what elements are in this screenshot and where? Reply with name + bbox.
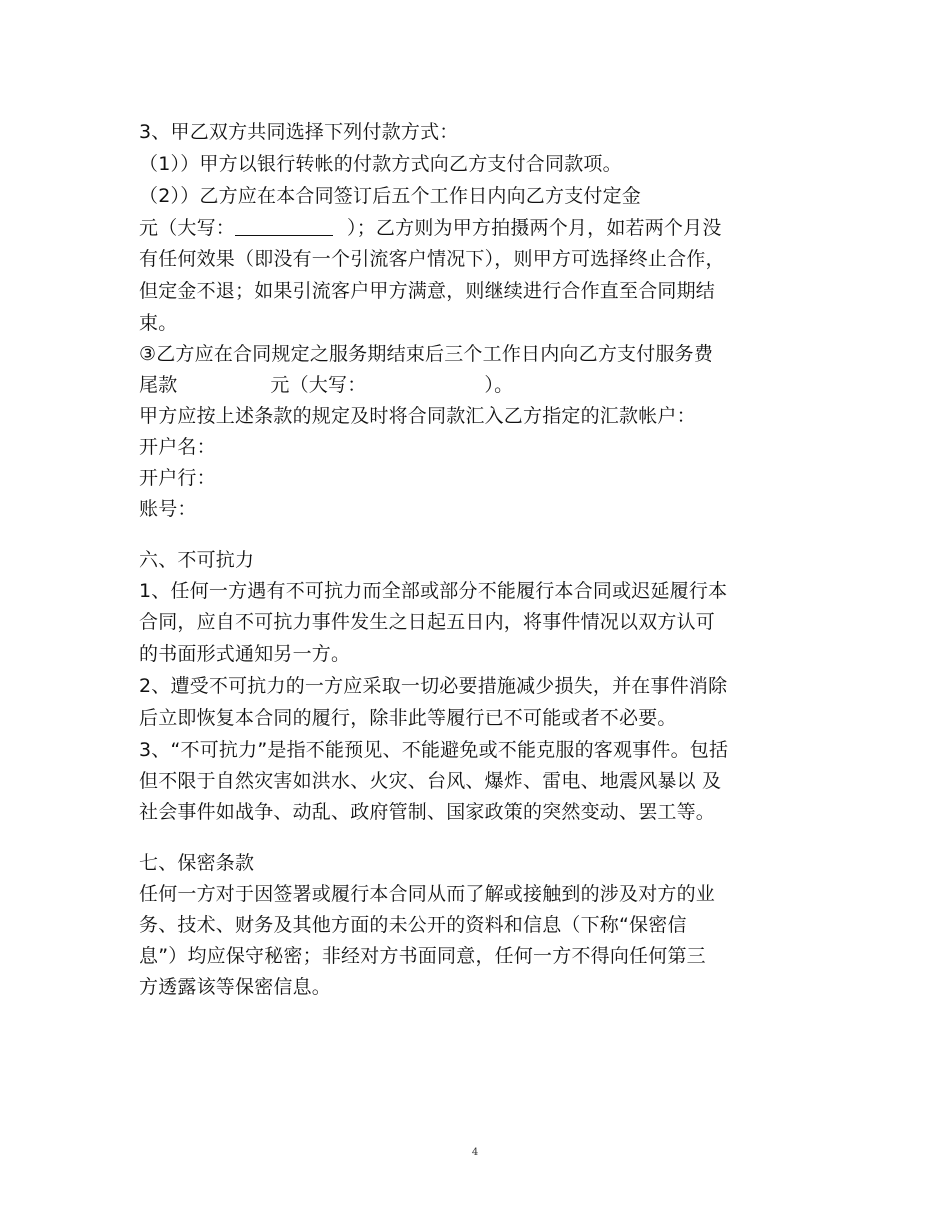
- force-majeure-p3-line-3: 社会事件如战争、动乱、政府管制、国家政策的突然变动、罢工等。: [139, 801, 716, 823]
- payment-item-2-line-3: 有任何效果（即没有一个引流客户情况下），则甲方可选择终止合作，: [139, 248, 725, 270]
- force-majeure-p3-line-2: 但不限于自然灾害如洪水、火灾、台风、爆炸、雷电、地震风暴以 及: [139, 770, 722, 792]
- force-majeure-p1-line-3: 的书面形式通知另一方。: [139, 643, 351, 665]
- payment-item-3-line-2: [139, 373, 513, 397]
- confidentiality-p1-line-2: 务、技术、财务及其他方面的未公开的资料和信息（下称“保密信: [139, 914, 687, 936]
- payment-item-2-line-1: （2））乙方应在本合同签订后五个工作日内向乙方支付定金: [139, 185, 641, 207]
- confidentiality-p1-line-1: 任何一方对于因签署或履行本合同从而了解或接触到的涉及对方的业: [139, 883, 716, 905]
- confidentiality-heading: 七、保密条款: [139, 852, 255, 874]
- account-number-label: 账号：: [139, 498, 197, 520]
- deposit-amount-label: 元（大写：: [139, 217, 236, 239]
- account-bank-label: 开户行：: [139, 467, 216, 489]
- force-majeure-heading: 六、不可抗力: [139, 549, 255, 571]
- payment-item-1: （1））甲方以银行转帐的付款方式向乙方支付合同款项。: [139, 153, 622, 175]
- final-payment-written-label: 元（大写：: [270, 374, 367, 396]
- force-majeure-p2-line-2: 后立即恢复本合同的履行，除非此等履行已不可能或者不必要。: [139, 707, 677, 729]
- force-majeure-p1-line-1: 1、任何一方遇有不可抗力而全部或部分不能履行本合同或迟延履行本: [139, 580, 728, 602]
- confidentiality-p1-line-4: 方透露该等保密信息。: [139, 976, 332, 998]
- confidentiality-p1-line-3: 息”）均应保守秘密；非经对方书面同意，任何一方不得向任何第三: [139, 945, 706, 967]
- deposit-written-amount-blank: [235, 217, 333, 236]
- payment-item-2-line-4: 但定金不退；如果引流客户甲方满意，则继续进行合作直至合同期结: [139, 280, 716, 302]
- force-majeure-p1-line-2: 合同，应自不可抗力事件发生之日起五日内，将事件情况以双方认可: [139, 611, 716, 633]
- account-name-label: 开户名：: [139, 436, 216, 458]
- payment-heading: 3、甲乙双方共同选择下列付款方式：: [139, 121, 459, 143]
- force-majeure-p3-line-1: 3、“不可抗力”是指不能预见、不能避免或不能克服的客观事件。包括: [139, 739, 729, 761]
- payment-item-2-line-2: [139, 216, 722, 240]
- deposit-terms-text: ）；乙方则为甲方拍摄两个月，如若两个月没: [347, 217, 722, 239]
- payment-item-3-line-1: ③乙方应在合同规定之服务期结束后三个工作日内向乙方支付服务费: [139, 343, 714, 365]
- page-number: 4: [471, 1147, 479, 1158]
- force-majeure-p2-line-1: 2、遭受不可抗力的一方应采取一切必要措施减少损失，并在事件消除: [139, 675, 728, 697]
- final-payment-label: 尾款: [139, 374, 178, 396]
- final-payment-close: ）。: [484, 374, 514, 396]
- account-intro: 甲方应按上述条款的规定及时将合同款汇入乙方指定的汇款帐户：: [139, 405, 696, 427]
- payment-item-2-line-5: 束。: [139, 312, 178, 334]
